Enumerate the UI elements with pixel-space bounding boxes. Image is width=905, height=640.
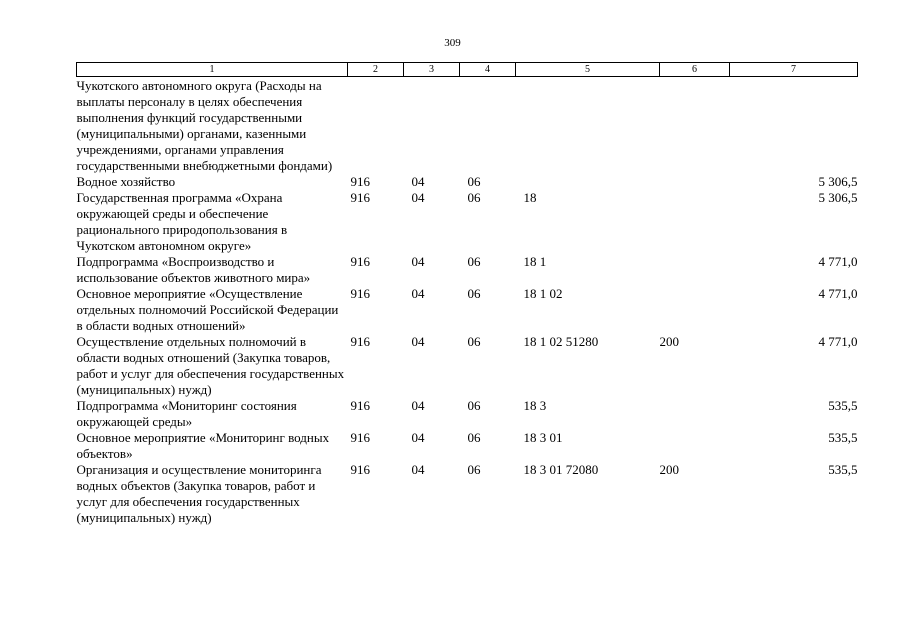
row-amount: 535,5 — [828, 430, 858, 445]
row-name: Подпрограмма «Воспроизводство и использование объектов животного мира» — [76, 254, 311, 285]
table-row — [77, 174, 858, 190]
row-target: 18 1 02 — [523, 286, 563, 301]
row-target: 18 3 01 72080 — [523, 462, 599, 477]
header-col-2: 2 — [348, 63, 404, 77]
row-expense-type — [660, 254, 730, 286]
row-section: 04 — [411, 334, 425, 349]
table-row — [77, 190, 858, 254]
header-col-6: 6 — [660, 63, 730, 77]
row-section: 04 — [411, 286, 425, 301]
row-target: 18 3 01 — [523, 430, 563, 445]
row-section: 04 — [411, 190, 425, 205]
table-row — [77, 334, 858, 398]
row-target: 18 1 02 51280 — [523, 334, 599, 349]
row-ministry: 916 — [350, 334, 370, 349]
row-section: 04 — [411, 462, 425, 477]
header-col-1: 1 — [77, 63, 348, 77]
row-name: Подпрограмма «Мониторинг состояния окружающей среды» — [76, 398, 297, 429]
row-subsection: 06 — [467, 334, 481, 349]
row-expense-type — [660, 286, 730, 334]
row-ministry: 916 — [350, 190, 370, 205]
row-subsection: 06 — [467, 174, 481, 189]
header-row — [77, 63, 858, 77]
row-subsection: 06 — [467, 398, 481, 413]
row-expense-type: 200 — [659, 462, 679, 477]
row-name: Государственная программа «Охрана окружающей среды и обеспечение рационального природопользования в Чукотском автономном округе» — [76, 190, 288, 253]
table-row — [77, 430, 858, 462]
table-header — [77, 63, 858, 77]
row-amount: 535,5 — [828, 462, 858, 477]
row-ministry: 916 — [350, 254, 370, 269]
row-amount — [730, 77, 858, 175]
row-section: 04 — [411, 254, 425, 269]
row-expense-type: 200 — [659, 334, 679, 349]
row-expense-type — [660, 77, 730, 175]
row-subsection: 06 — [467, 254, 481, 269]
header-col-7: 7 — [730, 63, 858, 77]
row-subsection: 06 — [467, 286, 481, 301]
header-col-4: 4 — [460, 63, 516, 77]
row-ministry: 916 — [350, 174, 370, 189]
row-ministry: 916 — [350, 462, 370, 477]
row-target — [516, 77, 660, 175]
row-amount: 5 306,5 — [818, 190, 858, 205]
header-col-3: 3 — [404, 63, 460, 77]
row-amount: 535,5 — [828, 398, 858, 413]
row-amount: 4 771,0 — [818, 334, 858, 349]
row-name: Чукотского автономного округа (Расходы на выплаты персоналу в целях обеспечения выполнения функций государственными (муниципальными) органами, казенными учреждениями, органами управления государственными внебюджетными фондами) — [76, 78, 333, 173]
row-name: Основное мероприятие «Мониторинг водных объектов» — [76, 430, 330, 461]
row-expense-type — [660, 398, 730, 430]
row-target: 18 — [523, 190, 537, 205]
table-row — [77, 286, 858, 334]
page-number: 309 — [444, 37, 461, 49]
row-subsection: 06 — [467, 462, 481, 477]
row-name: Организация и осуществление мониторинга водных объектов (Закупка товаров, работ и услуг для обеспечения государственных (муниципальных) нужд) — [76, 462, 322, 525]
table-row — [77, 254, 858, 286]
row-subsection: 06 — [467, 430, 481, 445]
table-row — [77, 462, 858, 526]
table-row — [77, 77, 858, 175]
row-amount: 5 306,5 — [818, 174, 858, 189]
row-subsection — [460, 77, 516, 175]
row-section: 04 — [411, 398, 425, 413]
header-col-5: 5 — [516, 63, 660, 77]
row-ministry: 916 — [350, 430, 370, 445]
row-name: Водное хозяйство — [76, 174, 176, 189]
row-ministry: 916 — [350, 286, 370, 301]
row-expense-type — [660, 174, 730, 190]
row-section: 04 — [411, 174, 425, 189]
row-subsection: 06 — [467, 190, 481, 205]
table-body — [77, 77, 858, 527]
row-expense-type — [660, 430, 730, 462]
row-section: 04 — [411, 430, 425, 445]
row-name: Осуществление отдельных полномочий в области водных отношений (Закупка товаров, работ и услуг для обеспечения государственных (муниципальных) нужд) — [76, 334, 345, 397]
row-target — [516, 174, 660, 190]
row-name: Основное мероприятие «Осуществление отдельных полномочий Российской Федерации в области водных отношений» — [76, 286, 339, 333]
row-ministry — [348, 77, 404, 175]
budget-table — [76, 62, 858, 526]
row-expense-type — [660, 190, 730, 254]
row-section — [404, 77, 460, 175]
row-amount: 4 771,0 — [818, 254, 858, 269]
row-amount: 4 771,0 — [818, 286, 858, 301]
row-target: 18 3 — [523, 398, 547, 413]
row-target: 18 1 — [523, 254, 547, 269]
row-ministry: 916 — [350, 398, 370, 413]
table-row — [77, 398, 858, 430]
